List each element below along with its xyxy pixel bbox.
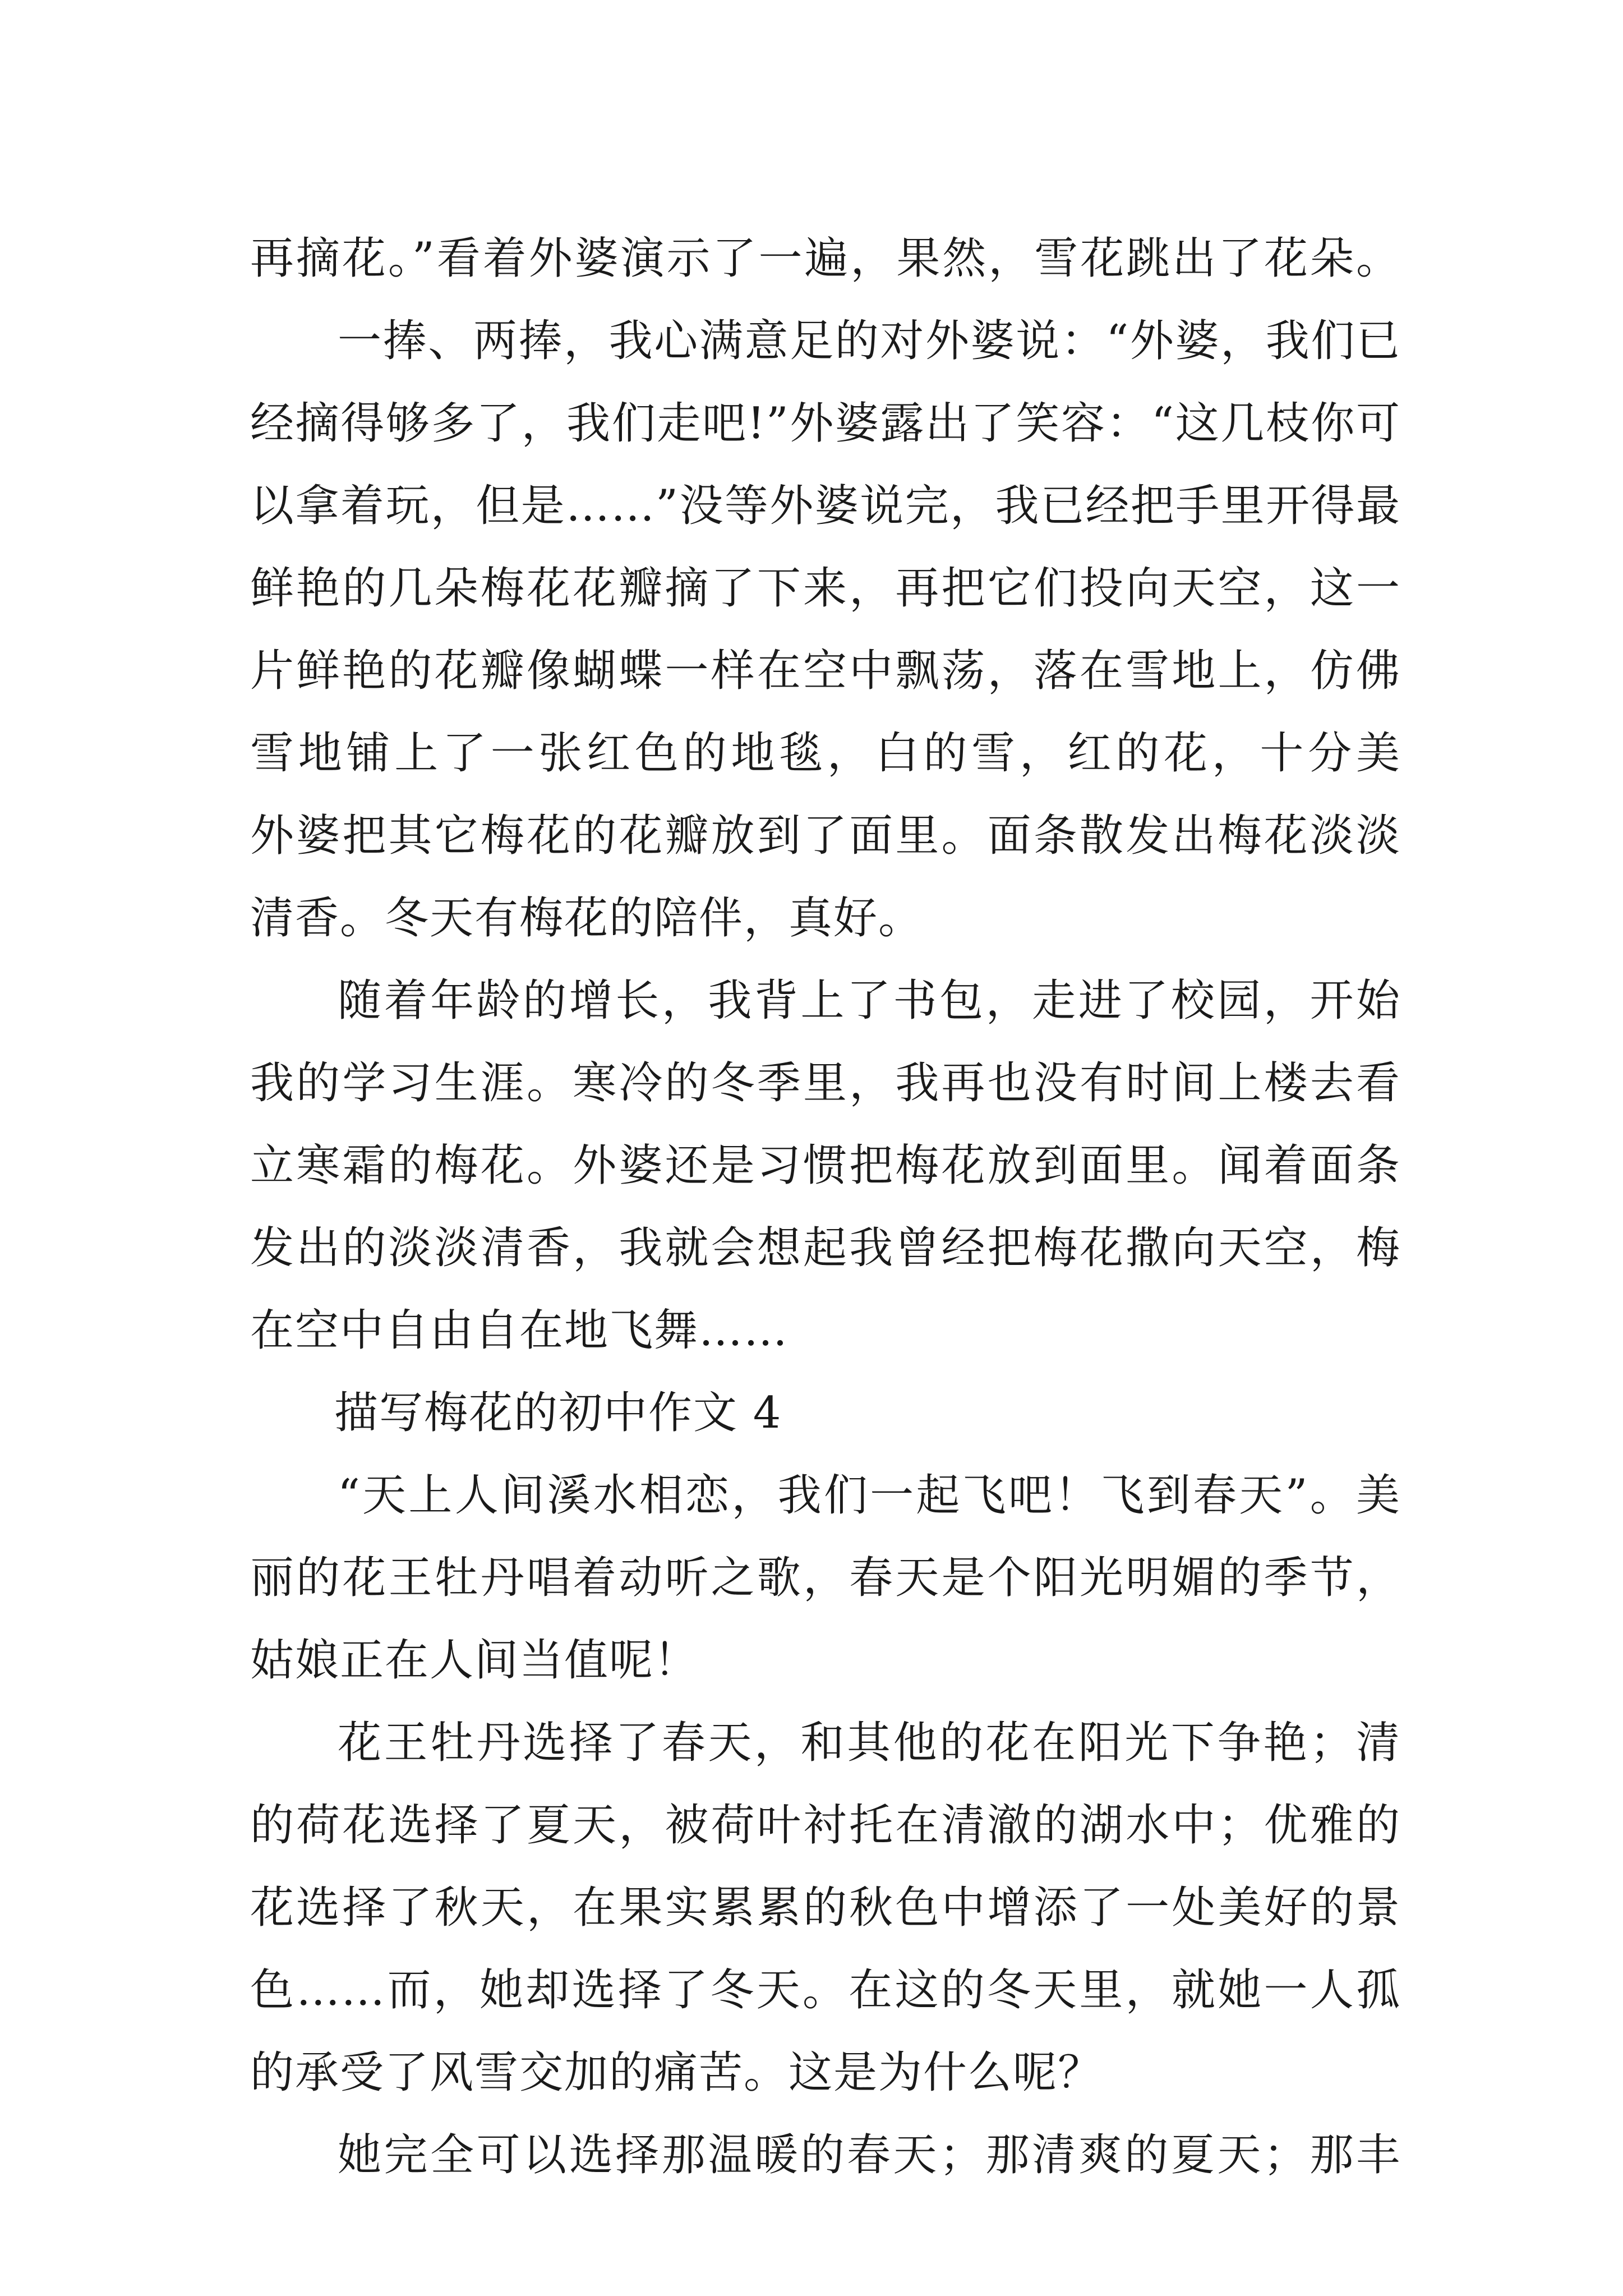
paragraph-line: 她完全可以选择那温暖的春天；那清爽的夏天；那丰 [338,2130,1401,2180]
paragraph-line: 丽的花王牡丹唱着动听之歌，春天是个阳光明媚的季节， [250,1553,1401,1603]
paragraph-line: 立寒霜的梅花。外婆还是习惯把梅花放到面里。闻着面条 [250,1140,1401,1191]
paragraph-line: 的荷花选择了夏天，被荷叶衬托在清澈的湖水中；优雅的 [250,1800,1401,1851]
paragraph-line: 色……而，她却选择了冬天。在这的冬天里，就她一人孤 [250,1965,1401,2016]
paragraph-line: 清香。冬天有梅花的陪伴，真好。 [250,893,924,944]
paragraph-line: 随着年龄的增长，我背上了书包，走进了校园，开始 [338,976,1401,1026]
paragraph-line: 花王牡丹选择了春天，和其他的花在阳光下争艳；清 [338,1718,1401,1768]
essay-text [250,218,1401,2197]
paragraph-line: 的承受了风雪交加的痛苦。这是为什么呢？ [250,2047,1103,2098]
section-heading: 描写梅花的初中作文 4 [334,1388,782,1438]
paragraph-line: 姑娘正在人间当值呢！ [250,1635,699,1686]
paragraph-line: 鲜艳的几朵梅花花瓣摘了下来，再把它们投向天空，这一 [250,563,1401,614]
paragraph-line: 花选择了秋天，在果实累累的秋色中增添了一处美好的景 [250,1883,1401,1933]
paragraph-line: 外婆把其它梅花的花瓣放到了面里。面条散发出梅花淡淡 [250,811,1401,861]
paragraph-line: 一捧、两捧，我心满意足的对外婆说：“外婆，我们已 [338,316,1401,366]
paragraph-line: 片鲜艳的花瓣像蝴蝶一样在空中飘荡，落在雪地上，仿佛 [250,646,1401,696]
paragraph-line: 发出的淡淡清香，我就会想起我曾经把梅花撒向天空，梅 [250,1223,1401,1273]
paragraph-line: 经摘得够多了，我们走吧!”外婆露出了笑容：“这几枝你可 [250,398,1401,449]
paragraph-line: 我的学习生涯。寒冷的冬季里，我再也没有时间上楼去看 [250,1058,1401,1108]
paragraph-line: 雪地铺上了一张红色的地毯，白的雪，红的花，十分美 [250,728,1401,779]
paragraph-line: “天上人间溪水相恋，我们一起飞吧！飞到春天”。美 [338,1470,1401,1521]
paragraph-line: 在空中自由自在地飞舞…… [250,1305,789,1356]
paragraph-line: 以拿着玩，但是……”没等外婆说完，我已经把手里开得最 [250,481,1401,531]
paragraph-line: 再摘花。”看着外婆演示了一遍，果然，雪花跳出了花朵。 [250,233,1401,284]
